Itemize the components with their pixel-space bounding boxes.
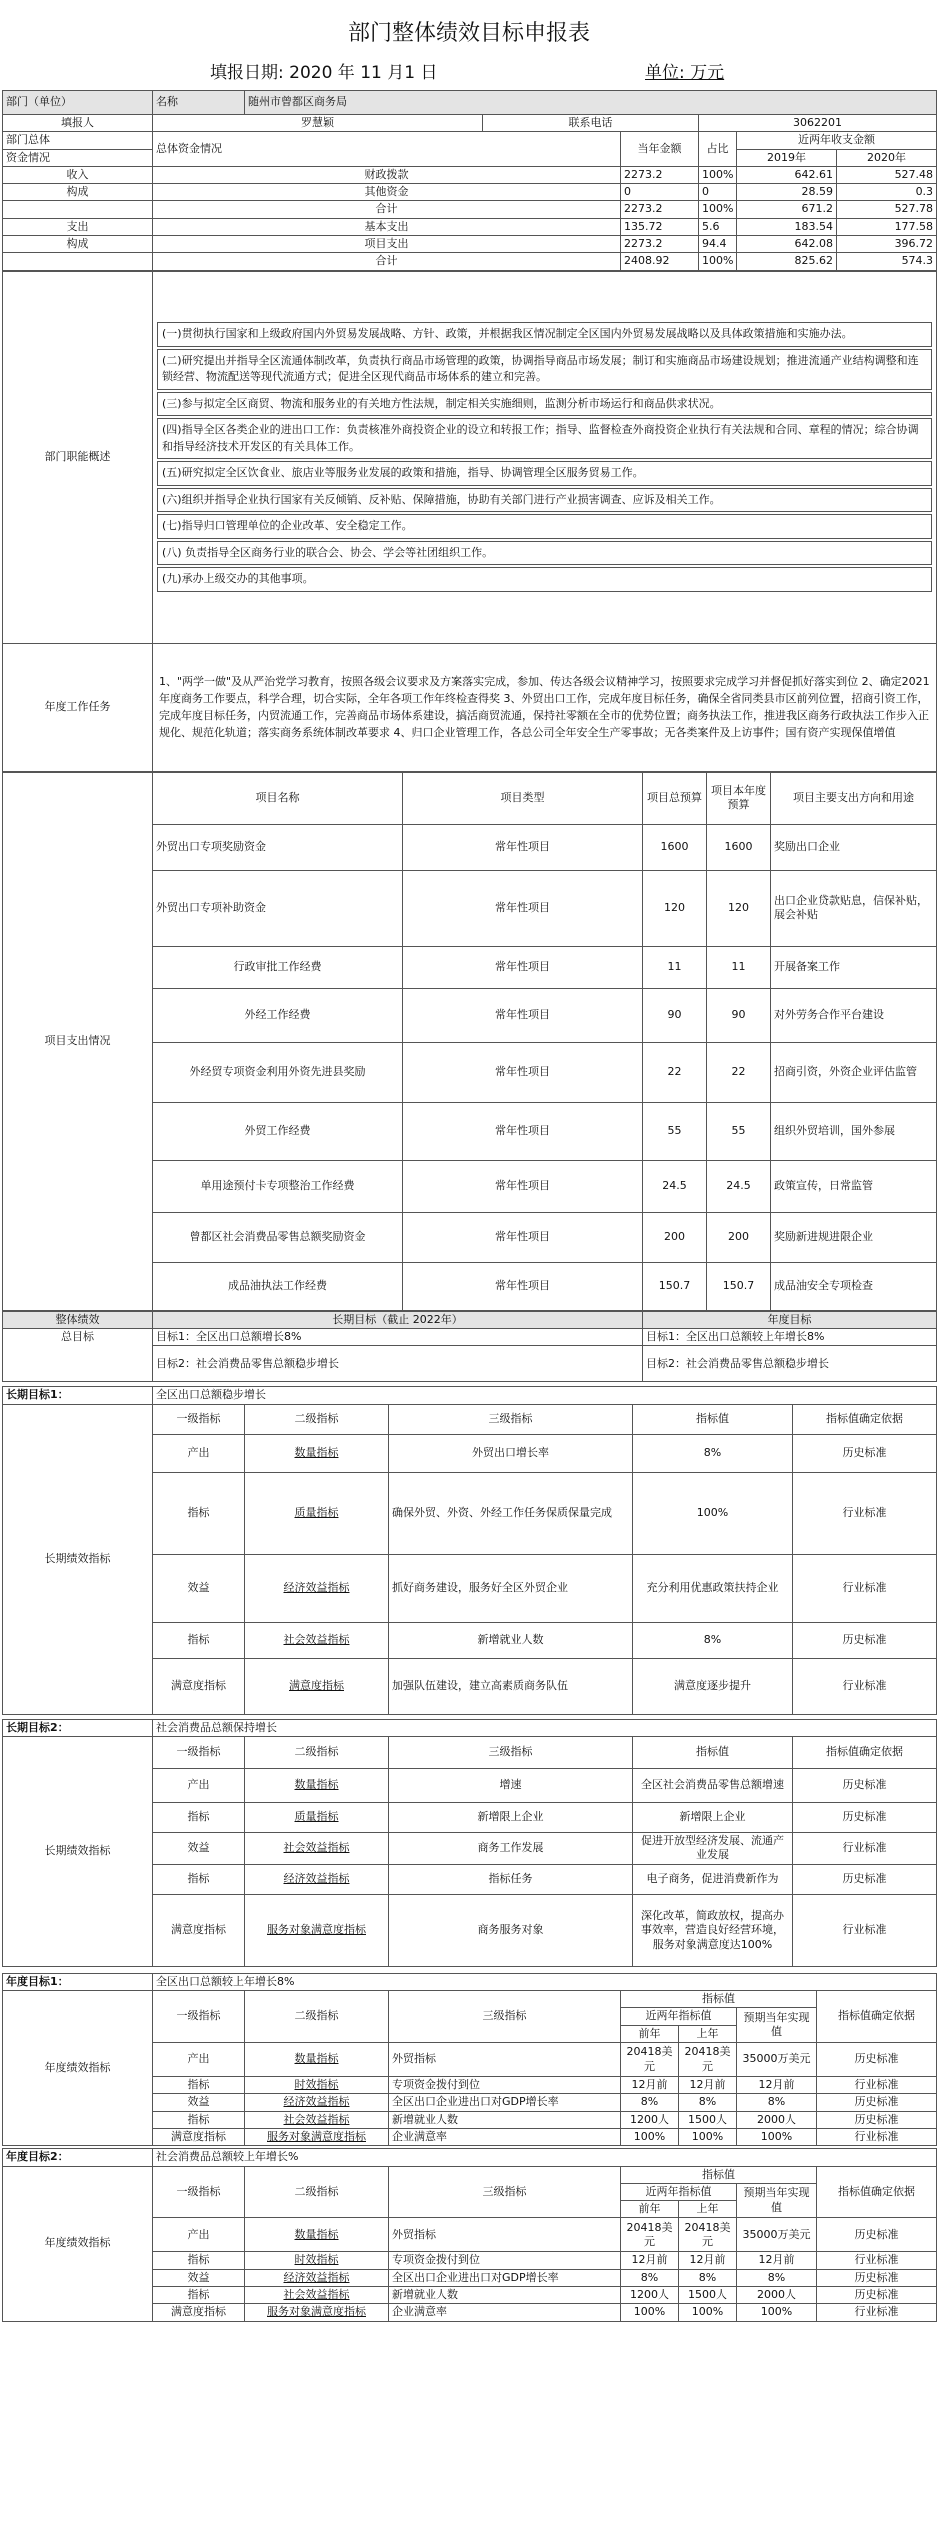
long-goal-2-table: 长期目标2： 社会消费品总额保持增长 长期绩效指标 一级指标 二级指标 三级指标 指标值 指标值确定依据 产出 数量指标 增速 全区社会消费品零售总额增速 历史标准 指标 质量指标 新增限上企业 新增限上企业 历史标准 效益 社会效益指标 商务工作发展 促进开放型经济发展、流通产业发展 行业标准 指标 经济效益指标 指标任务 电子商务，促进消费新作为 历史标准 满意度指标 服务对象满意度指标 商务服务对象 深化改革，简政放权，提高办事效率，营造良好经营环境，服务对象满意度达100% 行业标准 — [2, 1719, 937, 1967]
annual-goal-2-table: 年度目标2： 社会消费品总额较上年增长% 年度绩效指标 一级指标 二级指标 三级指标 指标值 指标值确定依据 近两年指标值 预期当年实现值 前年 上年 产出 数量指标 外贸指标 20418美元 20418美元 35000万美元 历史标准 指标 时效指标 专项资金拨付到位 12月前 12月前 12月前 行业标准 效益 经济效益指标 全区出口企业进出口对GDP增长率 8% 8% 8% 历史标准 指标 社会效益指标 新增就业人数 1200人 1500人 2000人 历史标准 满意度指标 服务对象满意度指标 企业满意率 100% 100% 100% 行业标准 — [2, 2148, 937, 2321]
funds-label-2: 资金情况 — [3, 149, 153, 166]
year-2020-header: 2020年 — [837, 149, 937, 166]
annual-goal-2: 目标2：社会消费品零售总额稳步增长 — [643, 1346, 937, 1382]
recent-header: 近两年收支金额 — [737, 132, 937, 149]
table-row: 外贸出口专项补助资金 常年性项目 120 120 出口企业贷款贴息，信保补贴，展会补贴 — [3, 870, 937, 946]
unit-label: 单位: 万元 — [645, 63, 725, 83]
duty-item: (五)研究拟定全区饮食业、旅店业等服务业发展的政策和措施，指导、协调管理全区服务贸易工作。 — [157, 461, 932, 486]
long-goal-2-text: 社会消费品总额保持增长 — [153, 1719, 937, 1736]
project-type-header: 项目类型 — [403, 772, 643, 824]
overall-perf-label: 整体绩效 — [3, 1311, 153, 1328]
table-row: 成品油执法工作经费 常年性项目 150.7 150.7 成品油安全专项检查 — [3, 1262, 937, 1310]
table-row: 指标 质量指标 新增限上企业 新增限上企业 历史标准 — [3, 1802, 937, 1832]
long-term-header: 长期目标（截止 2022年） — [153, 1311, 643, 1328]
long-perf-label: 长期绩效指标 — [3, 1404, 153, 1714]
table-row: 行政审批工作经费 常年性项目 11 11 开展备案工作 — [3, 946, 937, 988]
table-row: 合计 2408.92 100% 825.62 574.3 — [3, 253, 937, 270]
table-row: 效益 经济效益指标 全区出口企业进出口对GDP增长率 8% 8% 8% 历史标准 — [3, 2269, 937, 2286]
long-goal-1-text: 全区出口总额稳步增长 — [153, 1387, 937, 1404]
duty-item: (八) 负责指导全区商务行业的联合会、协会、学会等社团组织工作。 — [157, 541, 932, 566]
table-row: 合计 2273.2 100% 671.2 527.78 — [3, 201, 937, 218]
annual-goal-header: 年度目标 — [643, 1311, 937, 1328]
long-goal-2-head: 长期目标2： — [3, 1719, 153, 1736]
table-row: 指标 社会效益指标 新增就业人数 1200人 1500人 2000人 历史标准 — [3, 2287, 937, 2304]
table-row: 指标 时效指标 专项资金拨付到位 12月前 12月前 12月前 行业标准 — [3, 2252, 937, 2269]
page-title: 部门整体绩效目标申报表 — [347, 21, 590, 46]
annual-task-text: 1、"两学一做"及从严治党学习教育，按照各级会议要求及方案落实完成，参加、传达各级会议精神学习，按照要求完成学习并督促抓好落实到位 2、确定2021年度商务工作要点，科学合理，切合实际，全年各项工作年终检查得奖 3、外贸出口工作，完成年度目标任务，确保全省同类县市区前列位置，招商引资工作，完成年度目标任务，内贸流通工作，完善商品市场体系建设，搞活商贸流通，保持社零额在全市的优势位置；商务执法工作，推进我区商务行政执法工作步入正规化、规范化轨道；落实商务系统体制改革要求 4、归口企业管理工作，各总公司全年安全生产零事故；无各类案件及上访事件；国有资产实现保值增值 — [153, 643, 937, 771]
annual-goal-1: 目标1：全区出口总额较上年增长8% — [643, 1328, 937, 1345]
table-row: 收入 财政拨款 2273.2 100% 642.61 527.48 — [3, 166, 937, 183]
table-row: 曾都区社会消费品零售总额奖励资金 常年性项目 200 200 奖励新进规进限企业 — [3, 1212, 937, 1262]
table-row: 效益 经济效益指标 抓好商务建设，服务好全区外贸企业 充分利用优惠政策扶持企业 行业标准 — [3, 1554, 937, 1622]
table-row: 外经工作经费 常年性项目 90 90 对外劳务合作平台建设 — [3, 988, 937, 1042]
table-row: 产出 数量指标 增速 全区社会消费品零售总额增速 历史标准 — [3, 1768, 937, 1802]
filler-label: 填报人 — [3, 115, 153, 132]
annual-goal-1-head: 年度目标1： — [3, 1973, 153, 1990]
table-row: 构成 其他资金 0 0 28.59 0.3 — [3, 184, 937, 201]
projects-label: 项目支出情况 — [3, 772, 153, 1310]
table-row: 满意度指标 满意度指标 加强队伍建设，建立高素质商务队伍 满意度逐步提升 行业标准 — [3, 1658, 937, 1714]
long-goal-1: 目标1：全区出口总额增长8% — [153, 1328, 643, 1345]
table-row: 外贸工作经费 常年性项目 55 55 组织外贸培训，国外参展 — [3, 1102, 937, 1160]
table-row: 效益 经济效益指标 全区出口企业进出口对GDP增长率 8% 8% 8% 历史标准 — [3, 2094, 937, 2111]
table-row: 产出 数量指标 外贸出口增长率 8% 历史标准 — [3, 1434, 937, 1472]
annual-goal-2-head: 年度目标2： — [3, 2149, 153, 2166]
annual-task-label: 年度工作任务 — [3, 643, 153, 771]
phone-label: 联系电话 — [483, 115, 699, 132]
annual-goal-1-table: 年度目标1： 全区出口总额较上年增长8% 年度绩效指标 一级指标 二级指标 三级指标 指标值 指标值确定依据 近两年指标值 预期当年实现值 前年 上年 产出 数量指标 外贸指标 20418美元 20418美元 35000万美元 历史标准 指标 时效指标 专项资金拨付到位 12月前 12月前 12月前 行业标准 效益 经济效益指标 全区出口企业进出口对GDP增长率 8% 8% 8% 历史标准 指标 社会效益指标 新增就业人数 1200人 1500人 2000人 历史标准 满意度指标 服务对象满意度指标 企业满意率 100% 100% 100% 行业标准 — [2, 1973, 937, 2146]
long-goal-2: 目标2：社会消费品零售总额稳步增长 — [153, 1346, 643, 1382]
table-row: 效益 社会效益指标 商务工作发展 促进开放型经济发展、流通产业发展 行业标准 — [3, 1832, 937, 1864]
table-row: 产出 数量指标 外贸指标 20418美元 20418美元 35000万美元 历史标准 — [3, 2043, 937, 2077]
projects-table — [2, 772, 937, 1311]
duty-item: (七)指导归口管理单位的企业改革、安全稳定工作。 — [157, 514, 932, 539]
phone-value: 3062201 — [699, 115, 937, 132]
duty-item: (二)研究提出并指导全区流通体制改革，负责执行商品市场管理的政策，协调指导商品市场发展；制订和实施商品市场建设规划；推进流通产业结构调整和连锁经营、物流配送等现代流通方式；促进全区现代商品市场体系的建立和完善。 — [157, 349, 932, 390]
duty-item: (六)组织并指导企业执行国家有关反倾销、反补贴、保障措施，协助有关部门进行产业损害调查、应诉及相关工作。 — [157, 488, 932, 513]
year-2019-header: 2019年 — [737, 149, 837, 166]
table-row: 外贸出口专项奖励资金 常年性项目 1600 1600 奖励出口企业 — [3, 824, 937, 870]
table-row: 支出 基本支出 135.72 5.6 183.54 177.58 — [3, 218, 937, 235]
project-year-header: 项目本年度预算 — [707, 772, 771, 824]
project-use-header: 项目主要支出方向和用途 — [771, 772, 937, 824]
table-row: 指标 社会效益指标 新增就业人数 8% 历史标准 — [3, 1622, 937, 1658]
cur-amount-header: 当年金额 — [621, 132, 699, 167]
funds-label: 部门总体 — [3, 132, 153, 149]
long-goal-1-head: 长期目标1： — [3, 1387, 153, 1404]
long-goal-1-table: 长期目标1： 全区出口总额稳步增长 长期绩效指标 一级指标 二级指标 三级指标 指标值 指标值确定依据 产出 数量指标 外贸出口增长率 8% 历史标准 指标 质量指标 确保外贸、外资、外经工作任务保质保量完成 100% 行业标准 效益 经济效益指标 抓好商务建设，服务好全区外贸企业 充分利用优惠政策扶持企业 行业标准 指标 社会效益指标 新增就业人数 8% 历史标准 满意度指标 满意度指标 加强队伍建设，建立高素质商务队伍 满意度逐步提升 行业标准 — [2, 1386, 937, 1714]
table-row: 满意度指标 服务对象满意度指标 商务服务对象 深化改革，简政放权，提高办事效率，营造良好经营环境，服务对象满意度达100% 行业标准 — [3, 1894, 937, 1966]
annual-perf-label: 年度绩效指标 — [3, 1991, 153, 2146]
table-row: 单用途预付卡专项整治工作经费 常年性项目 24.5 24.5 政策宣传，日常监管 — [3, 1160, 937, 1212]
table-row: 指标 经济效益指标 指标任务 电子商务，促进消费新作为 历史标准 — [3, 1864, 937, 1894]
table-row: 满意度指标 服务对象满意度指标 企业满意率 100% 100% 100% 行业标准 — [3, 2304, 937, 2321]
duty-item: (三)参与拟定全区商贸、物流和服务业的有关地方性法规，制定相关实施细则，监测分析市场运行和商品供求状况。 — [157, 392, 932, 417]
table-row: 指标 时效指标 专项资金拨付到位 12月前 12月前 12月前 行业标准 — [3, 2077, 937, 2094]
share-header: 占比 — [699, 132, 737, 167]
duty-item: (九)承办上级交办的其他事项。 — [157, 567, 932, 592]
project-name-header: 项目名称 — [153, 772, 403, 824]
annual-goal-2-text: 社会消费品总额较上年增长% — [153, 2149, 937, 2166]
long-perf-label: 长期绩效指标 — [3, 1736, 153, 1966]
dept-label: 部门（单位） — [3, 91, 153, 115]
overall-goals-table — [2, 1311, 937, 1383]
table-row: 构成 项目支出 2273.2 94.4 642.08 396.72 — [3, 236, 937, 253]
duty-item: (一)贯彻执行国家和上级政府国内外贸易发展战略、方针、政策，并根据我区情况制定全区国内外贸易发展战略以及具体政策措施和实施办法。 — [157, 322, 932, 347]
funds-table — [2, 90, 937, 271]
table-row: 满意度指标 服务对象满意度指标 企业满意率 100% 100% 100% 行业标准 — [3, 2128, 937, 2145]
duties-label: 部门职能概述 — [3, 271, 153, 643]
table-row: 指标 社会效益指标 新增就业人数 1200人 1500人 2000人 历史标准 — [3, 2111, 937, 2128]
overall-funds-label: 总体资金情况 — [153, 132, 621, 167]
table-row: 外经贸专项资金利用外资先进县奖励 常年性项目 22 22 招商引资，外资企业评估监管 — [3, 1042, 937, 1102]
filler-name: 罗慧颖 — [153, 115, 483, 132]
total-goal-label: 总目标 — [3, 1328, 153, 1381]
table-row: 产出 数量指标 外贸指标 20418美元 20418美元 35000万美元 历史标准 — [3, 2218, 937, 2252]
annual-goal-1-text: 全区出口总额较上年增长8% — [153, 1973, 937, 1990]
duties-table — [2, 271, 937, 772]
name-label: 名称 — [153, 91, 245, 115]
dept-name: 随州市曾都区商务局 — [245, 91, 937, 115]
fill-date: 填报日期: 2020 年 11 月1 日 — [210, 63, 438, 83]
table-row: 指标 质量指标 确保外贸、外资、外经工作任务保质保量完成 100% 行业标准 — [3, 1472, 937, 1554]
duty-item: (四)指导全区各类企业的进出口工作：负责核准外商投资企业的设立和转报工作；指导、监督检查外商投资企业执行有关法规和合同、章程的情况；综合协调和指导经济技术开发区的有关具体工作。 — [157, 418, 932, 459]
project-total-header: 项目总预算 — [643, 772, 707, 824]
annual-perf-label: 年度绩效指标 — [3, 2166, 153, 2321]
